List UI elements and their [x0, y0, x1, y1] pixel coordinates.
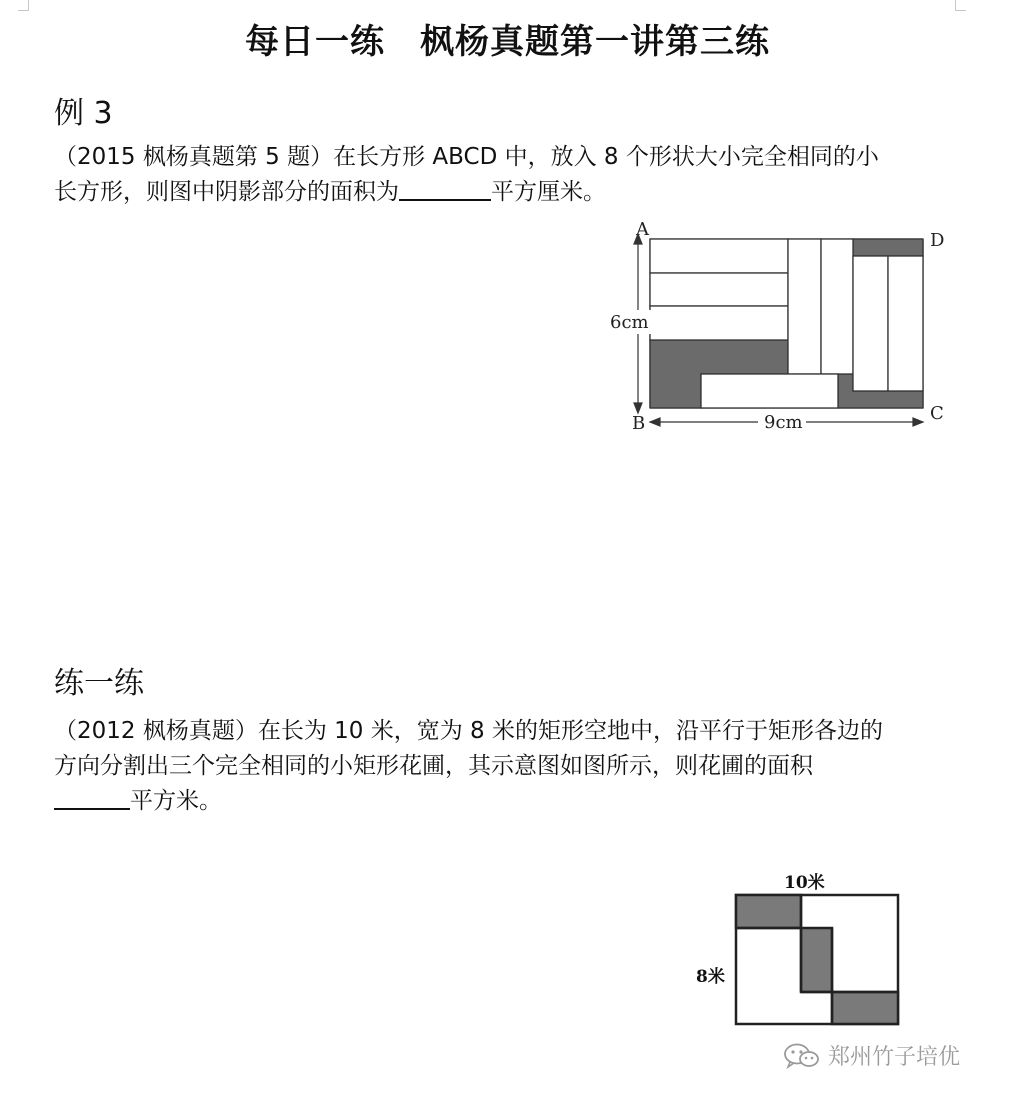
- answer-blank: [54, 786, 130, 810]
- width-label: 10米: [784, 873, 825, 893]
- practice-question: [54, 714, 964, 819]
- arrow-left-icon: [650, 418, 660, 426]
- practice-question-line1: （2012 枫杨真题）在长为 10 米，宽为 8 米的矩形空地中，沿平行于矩形各边的: [54, 718, 883, 744]
- arrow-right-icon: [913, 418, 923, 426]
- vertex-label-d: D: [930, 230, 945, 251]
- arrow-down-icon: [634, 403, 642, 413]
- small-rectangle: [650, 239, 788, 273]
- example-question: [54, 140, 964, 210]
- example-heading: 例 3: [54, 96, 113, 131]
- garden-plot-shaded: [736, 895, 801, 928]
- example-question-unit: 平方厘米。: [491, 179, 606, 205]
- small-rectangle: [650, 306, 788, 340]
- watermark: [782, 1040, 960, 1071]
- example-question-line2: [54, 175, 964, 210]
- rectangle-abcd-figure: [598, 214, 958, 443]
- page-corner-mark: [18, 0, 29, 11]
- small-rectangle: [788, 239, 821, 374]
- garden-plot-shaded: [832, 992, 898, 1024]
- height-label: 6cm: [610, 312, 649, 333]
- small-rectangle: [701, 374, 838, 408]
- vertex-label-c: C: [930, 403, 944, 424]
- practice-question-line2: 方向分割出三个完全相同的小矩形花圃，其示意图如图所示，则花圃的面积: [54, 753, 813, 779]
- shaded-region-top-right: [853, 239, 923, 256]
- example-question-text: 长方形，则图中阴影部分的面积为: [54, 179, 399, 205]
- practice-heading: 练一练: [54, 666, 144, 701]
- small-rectangle: [888, 256, 923, 391]
- garden-plot-shaded: [801, 928, 832, 992]
- vertex-label-a: A: [636, 219, 649, 240]
- small-rectangle: [650, 273, 788, 306]
- garden-plot-figure: [690, 866, 910, 1040]
- example-question-line1: （2015 枫杨真题第 5 题）在长方形 ABCD 中，放入 8 个形状大小完全相同的小: [54, 144, 879, 170]
- small-rectangle: [821, 239, 853, 374]
- answer-blank: [399, 177, 491, 201]
- page-title: 每日一练 枫杨真题第一讲第三练: [245, 22, 770, 62]
- height-label: 8米: [696, 967, 725, 987]
- wechat-icon: [782, 1042, 822, 1070]
- practice-question-unit: 平方米。: [130, 788, 222, 814]
- watermark-text: 郑州竹子培优: [828, 1045, 961, 1070]
- page-corner-mark: [955, 0, 966, 11]
- width-label: 9cm: [764, 412, 803, 433]
- small-rectangle: [853, 256, 888, 391]
- practice-question-line3: [54, 784, 964, 819]
- vertex-label-b: B: [632, 413, 646, 434]
